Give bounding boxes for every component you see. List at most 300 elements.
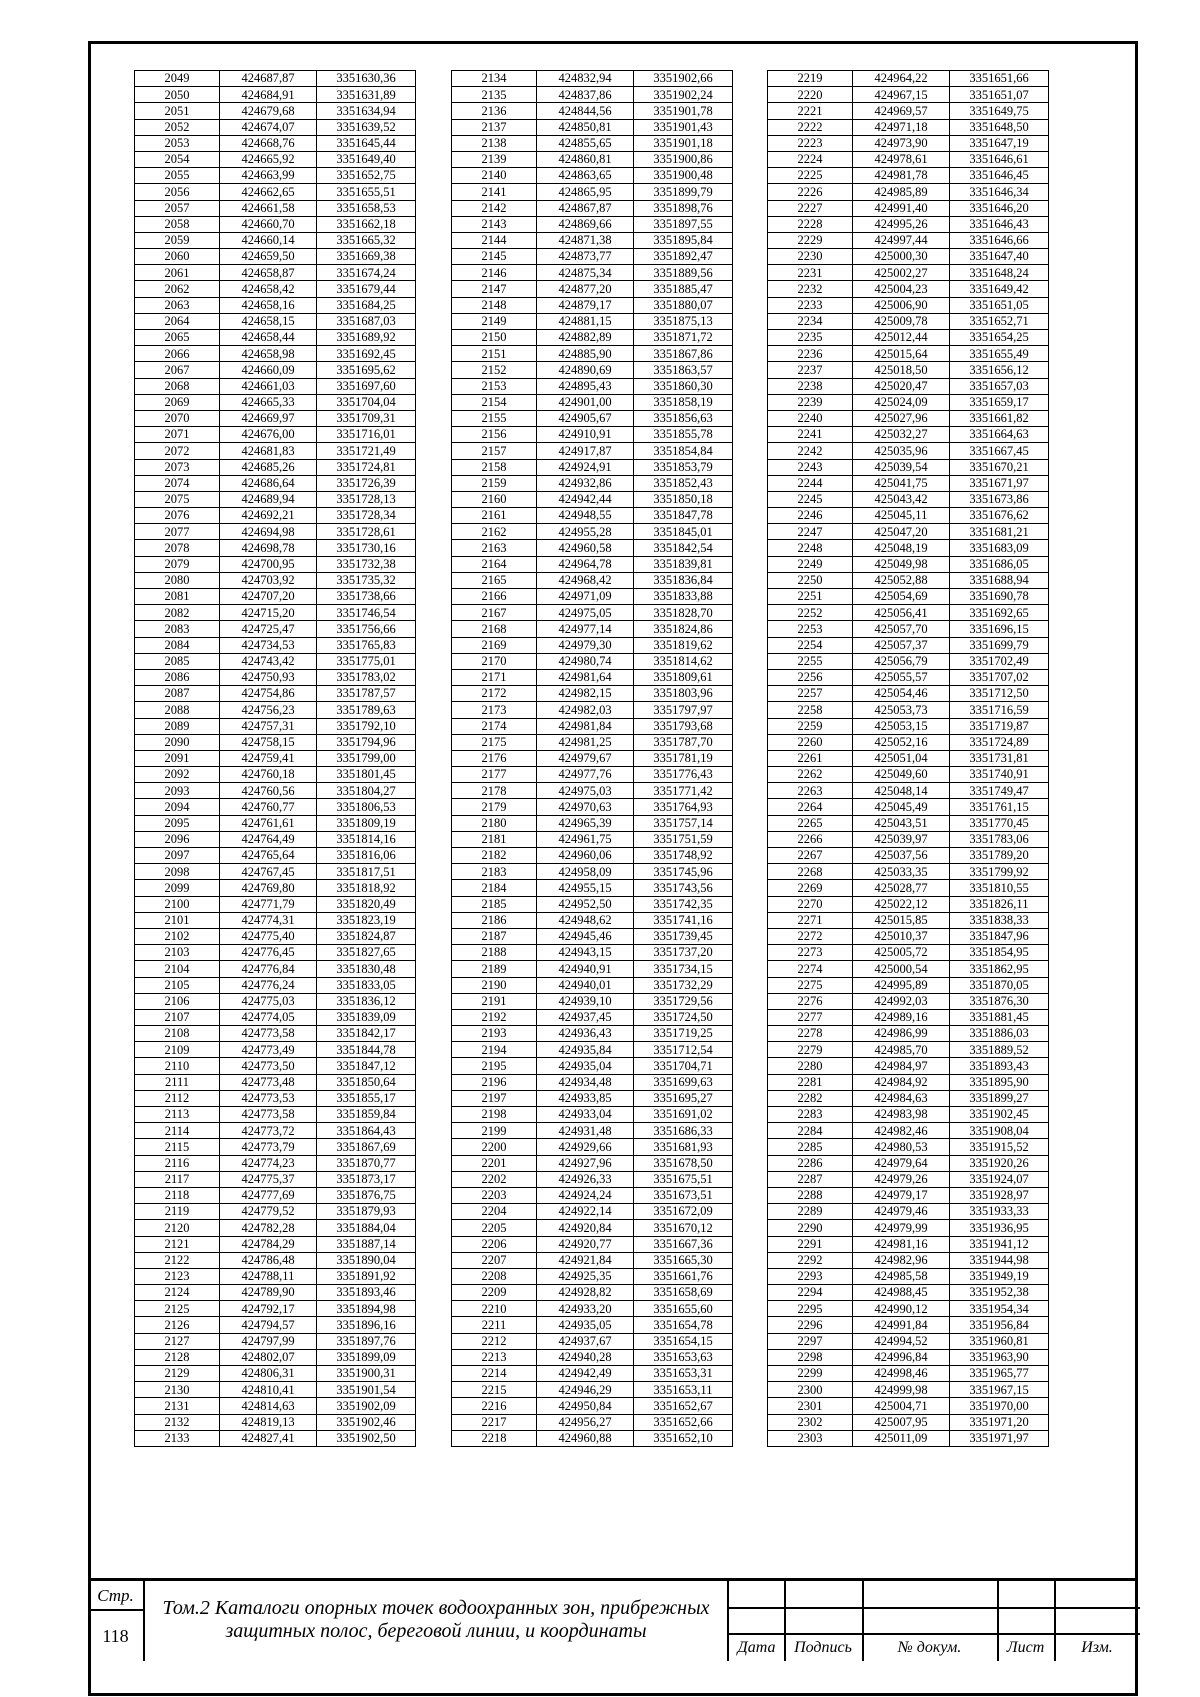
x-coordinate-cell: 424743,42 xyxy=(220,653,317,669)
y-coordinate-cell: 3351936,95 xyxy=(950,1220,1049,1236)
table-row xyxy=(452,1317,733,1333)
x-coordinate-cell: 424979,46 xyxy=(853,1204,950,1220)
x-coordinate-cell: 424958,09 xyxy=(537,864,634,880)
point-number-cell: 2265 xyxy=(768,815,853,831)
x-coordinate-cell: 424759,41 xyxy=(220,750,317,766)
point-number-cell: 2239 xyxy=(768,394,853,410)
y-coordinate-cell: 3351770,45 xyxy=(950,815,1049,831)
x-coordinate-cell: 425006,90 xyxy=(853,297,950,313)
table-row xyxy=(452,1009,733,1025)
y-coordinate-cell: 3351743,56 xyxy=(634,880,733,896)
table-row xyxy=(452,896,733,912)
table-row xyxy=(768,491,1049,507)
table-row xyxy=(452,945,733,961)
table-row xyxy=(452,184,733,200)
table-row xyxy=(135,815,416,831)
point-number-cell: 2060 xyxy=(135,249,220,265)
y-coordinate-cell: 3351870,77 xyxy=(317,1155,416,1171)
table-row xyxy=(452,1349,733,1365)
x-coordinate-cell: 425007,95 xyxy=(853,1414,950,1430)
table-row xyxy=(452,151,733,167)
y-coordinate-cell: 3351814,62 xyxy=(634,653,733,669)
point-number-cell: 2134 xyxy=(452,71,537,87)
x-coordinate-cell: 424860,81 xyxy=(537,151,634,167)
point-number-cell: 2130 xyxy=(135,1382,220,1398)
point-number-cell: 2188 xyxy=(452,945,537,961)
table-row xyxy=(768,702,1049,718)
table-row xyxy=(768,605,1049,621)
y-coordinate-cell: 3351686,33 xyxy=(634,1123,733,1139)
x-coordinate-cell: 424773,48 xyxy=(220,1074,317,1090)
table-row xyxy=(452,508,733,524)
table-row xyxy=(768,1366,1049,1382)
point-number-cell: 2067 xyxy=(135,362,220,378)
x-coordinate-cell: 424952,50 xyxy=(537,896,634,912)
table-row xyxy=(135,653,416,669)
y-coordinate-cell: 3351830,48 xyxy=(317,961,416,977)
table-row xyxy=(452,589,733,605)
y-coordinate-cell: 3351652,10 xyxy=(634,1430,733,1446)
y-coordinate-cell: 3351690,78 xyxy=(950,589,1049,605)
y-coordinate-cell: 3351867,69 xyxy=(317,1139,416,1155)
x-coordinate-cell: 424934,48 xyxy=(537,1074,634,1090)
table-row xyxy=(768,912,1049,928)
table-row xyxy=(452,686,733,702)
point-number-cell: 2210 xyxy=(452,1301,537,1317)
point-number-cell: 2158 xyxy=(452,459,537,475)
x-coordinate-cell: 425053,73 xyxy=(853,702,950,718)
x-coordinate-cell: 425032,27 xyxy=(853,427,950,443)
point-number-cell: 2171 xyxy=(452,669,537,685)
point-number-cell: 2168 xyxy=(452,621,537,637)
table-row xyxy=(768,767,1049,783)
point-number-cell: 2205 xyxy=(452,1220,537,1236)
point-number-cell: 2207 xyxy=(452,1252,537,1268)
y-coordinate-cell: 3351652,66 xyxy=(634,1414,733,1430)
y-coordinate-cell: 3351879,93 xyxy=(317,1204,416,1220)
table-row xyxy=(452,232,733,248)
point-number-cell: 2186 xyxy=(452,912,537,928)
point-number-cell: 2251 xyxy=(768,589,853,605)
x-coordinate-cell: 424668,76 xyxy=(220,135,317,151)
point-number-cell: 2256 xyxy=(768,669,853,685)
y-coordinate-cell: 3351651,05 xyxy=(950,297,1049,313)
table-row xyxy=(768,1220,1049,1236)
table-row xyxy=(768,184,1049,200)
point-number-cell: 2077 xyxy=(135,524,220,540)
y-coordinate-cell: 3351889,56 xyxy=(634,265,733,281)
point-number-cell: 2177 xyxy=(452,767,537,783)
point-number-cell: 2148 xyxy=(452,297,537,313)
table-row xyxy=(768,1123,1049,1139)
document-title-line-2: защитных полос, береговой линии, и координаты xyxy=(225,1620,647,1642)
point-number-cell: 2098 xyxy=(135,864,220,880)
x-coordinate-cell: 424986,99 xyxy=(853,1026,950,1042)
x-coordinate-cell: 424707,20 xyxy=(220,589,317,605)
x-coordinate-cell: 424773,53 xyxy=(220,1090,317,1106)
table-row xyxy=(768,864,1049,880)
table-row xyxy=(768,1301,1049,1317)
x-coordinate-cell: 424935,05 xyxy=(537,1317,634,1333)
x-coordinate-cell: 425000,30 xyxy=(853,249,950,265)
y-coordinate-cell: 3351787,57 xyxy=(317,686,416,702)
table-row xyxy=(135,232,416,248)
x-coordinate-cell: 424776,45 xyxy=(220,945,317,961)
y-coordinate-cell: 3351924,07 xyxy=(950,1171,1049,1187)
table-row xyxy=(135,1123,416,1139)
y-coordinate-cell: 3351756,66 xyxy=(317,621,416,637)
x-coordinate-cell: 424686,64 xyxy=(220,475,317,491)
table-row xyxy=(135,993,416,1009)
point-number-cell: 2189 xyxy=(452,961,537,977)
point-number-cell: 2255 xyxy=(768,653,853,669)
y-coordinate-cell: 3351657,03 xyxy=(950,378,1049,394)
table-row xyxy=(768,410,1049,426)
point-number-cell: 2195 xyxy=(452,1058,537,1074)
table-row xyxy=(452,799,733,815)
y-coordinate-cell: 3351827,65 xyxy=(317,945,416,961)
x-coordinate-cell: 424920,84 xyxy=(537,1220,634,1236)
x-coordinate-cell: 424756,23 xyxy=(220,702,317,718)
table-row xyxy=(452,1090,733,1106)
y-coordinate-cell: 3351742,35 xyxy=(634,896,733,912)
table-row xyxy=(135,1026,416,1042)
x-coordinate-cell: 424665,33 xyxy=(220,394,317,410)
y-coordinate-cell: 3351719,25 xyxy=(634,1026,733,1042)
point-number-cell: 2232 xyxy=(768,281,853,297)
table-row xyxy=(135,1204,416,1220)
table-row xyxy=(768,362,1049,378)
point-number-cell: 2298 xyxy=(768,1349,853,1365)
x-coordinate-cell: 424774,31 xyxy=(220,912,317,928)
y-coordinate-cell: 3351876,75 xyxy=(317,1187,416,1203)
x-coordinate-cell: 424895,43 xyxy=(537,378,634,394)
y-coordinate-cell: 3351839,09 xyxy=(317,1009,416,1025)
table-row xyxy=(768,281,1049,297)
table-row xyxy=(768,1414,1049,1430)
date-column-label: Дата xyxy=(737,1639,776,1656)
table-row xyxy=(768,1009,1049,1025)
point-number-cell: 2202 xyxy=(452,1171,537,1187)
y-coordinate-cell: 3351839,81 xyxy=(634,556,733,572)
table-row xyxy=(135,184,416,200)
y-coordinate-cell: 3351719,87 xyxy=(950,718,1049,734)
x-coordinate-cell: 424660,09 xyxy=(220,362,317,378)
y-coordinate-cell: 3351652,71 xyxy=(950,313,1049,329)
x-coordinate-cell: 425052,16 xyxy=(853,734,950,750)
y-coordinate-cell: 3351748,92 xyxy=(634,848,733,864)
y-coordinate-cell: 3351737,20 xyxy=(634,945,733,961)
x-coordinate-cell: 425053,15 xyxy=(853,718,950,734)
x-coordinate-cell: 425054,46 xyxy=(853,686,950,702)
point-number-cell: 2099 xyxy=(135,880,220,896)
table-row xyxy=(452,249,733,265)
table-row xyxy=(135,1009,416,1025)
x-coordinate-cell: 424935,84 xyxy=(537,1042,634,1058)
point-number-cell: 2297 xyxy=(768,1333,853,1349)
table-row xyxy=(768,540,1049,556)
point-number-cell: 2201 xyxy=(452,1155,537,1171)
table-row xyxy=(452,1074,733,1090)
y-coordinate-cell: 3351852,43 xyxy=(634,475,733,491)
y-coordinate-cell: 3351873,17 xyxy=(317,1171,416,1187)
table-row xyxy=(768,135,1049,151)
y-coordinate-cell: 3351806,53 xyxy=(317,799,416,815)
point-number-cell: 2139 xyxy=(452,151,537,167)
point-number-cell: 2083 xyxy=(135,621,220,637)
table-row xyxy=(135,1349,416,1365)
x-coordinate-cell: 424760,56 xyxy=(220,783,317,799)
y-coordinate-cell: 3351738,66 xyxy=(317,589,416,605)
point-number-cell: 2285 xyxy=(768,1139,853,1155)
y-coordinate-cell: 3351749,47 xyxy=(950,783,1049,799)
x-coordinate-cell: 425043,42 xyxy=(853,491,950,507)
x-coordinate-cell: 424754,86 xyxy=(220,686,317,702)
y-coordinate-cell: 3351716,01 xyxy=(317,427,416,443)
point-number-cell: 2242 xyxy=(768,443,853,459)
table-row xyxy=(135,524,416,540)
point-number-cell: 2228 xyxy=(768,216,853,232)
x-coordinate-cell: 424660,70 xyxy=(220,216,317,232)
table-row xyxy=(768,216,1049,232)
point-number-cell: 2185 xyxy=(452,896,537,912)
y-coordinate-cell: 3351757,14 xyxy=(634,815,733,831)
x-coordinate-cell: 424985,89 xyxy=(853,184,950,200)
y-coordinate-cell: 3351956,84 xyxy=(950,1317,1049,1333)
y-coordinate-cell: 3351824,87 xyxy=(317,928,416,944)
table-row xyxy=(768,1090,1049,1106)
x-coordinate-cell: 424779,52 xyxy=(220,1204,317,1220)
y-coordinate-cell: 3351858,19 xyxy=(634,394,733,410)
y-coordinate-cell: 3351963,90 xyxy=(950,1349,1049,1365)
x-coordinate-cell: 425041,75 xyxy=(853,475,950,491)
x-coordinate-cell: 424806,31 xyxy=(220,1366,317,1382)
point-number-cell: 2294 xyxy=(768,1285,853,1301)
table-row xyxy=(768,1382,1049,1398)
x-coordinate-cell: 424905,67 xyxy=(537,410,634,426)
y-coordinate-cell: 3351649,40 xyxy=(317,151,416,167)
point-number-cell: 2244 xyxy=(768,475,853,491)
x-coordinate-cell: 424715,20 xyxy=(220,605,317,621)
table-row xyxy=(768,330,1049,346)
x-coordinate-cell: 424774,05 xyxy=(220,1009,317,1025)
point-number-cell: 2135 xyxy=(452,87,537,103)
y-coordinate-cell: 3351816,06 xyxy=(317,848,416,864)
point-number-cell: 2087 xyxy=(135,686,220,702)
x-coordinate-cell: 424939,10 xyxy=(537,993,634,1009)
y-coordinate-cell: 3351824,86 xyxy=(634,621,733,637)
x-coordinate-cell: 424927,96 xyxy=(537,1155,634,1171)
point-number-cell: 2062 xyxy=(135,281,220,297)
table-row xyxy=(135,491,416,507)
table-row xyxy=(135,200,416,216)
x-coordinate-cell: 424996,84 xyxy=(853,1349,950,1365)
y-coordinate-cell: 3351783,02 xyxy=(317,669,416,685)
y-coordinate-cell: 3351900,86 xyxy=(634,151,733,167)
table-row xyxy=(452,281,733,297)
y-coordinate-cell: 3351783,06 xyxy=(950,831,1049,847)
y-coordinate-cell: 3351965,77 xyxy=(950,1366,1049,1382)
point-number-cell: 2074 xyxy=(135,475,220,491)
x-coordinate-cell: 425057,37 xyxy=(853,637,950,653)
y-coordinate-cell: 3351871,72 xyxy=(634,330,733,346)
x-coordinate-cell: 424750,93 xyxy=(220,669,317,685)
y-coordinate-cell: 3351817,51 xyxy=(317,864,416,880)
table-row xyxy=(135,1382,416,1398)
x-coordinate-cell: 424978,61 xyxy=(853,151,950,167)
table-row xyxy=(768,1285,1049,1301)
point-number-cell: 2059 xyxy=(135,232,220,248)
point-number-cell: 2110 xyxy=(135,1058,220,1074)
table-row xyxy=(135,961,416,977)
x-coordinate-cell: 424679,68 xyxy=(220,103,317,119)
table-row xyxy=(135,589,416,605)
y-coordinate-cell: 3351889,52 xyxy=(950,1042,1049,1058)
x-coordinate-cell: 424662,65 xyxy=(220,184,317,200)
table-row xyxy=(452,1398,733,1414)
x-coordinate-cell: 424665,92 xyxy=(220,151,317,167)
x-coordinate-cell: 424950,84 xyxy=(537,1398,634,1414)
x-coordinate-cell: 425028,77 xyxy=(853,880,950,896)
point-number-cell: 2224 xyxy=(768,151,853,167)
point-number-cell: 2119 xyxy=(135,1204,220,1220)
y-coordinate-cell: 3351847,78 xyxy=(634,508,733,524)
point-number-cell: 2152 xyxy=(452,362,537,378)
table-row xyxy=(135,1366,416,1382)
y-coordinate-cell: 3351658,69 xyxy=(634,1285,733,1301)
table-row xyxy=(135,702,416,718)
y-coordinate-cell: 3351885,47 xyxy=(634,281,733,297)
point-number-cell: 2097 xyxy=(135,848,220,864)
point-number-cell: 2229 xyxy=(768,232,853,248)
y-coordinate-cell: 3351799,00 xyxy=(317,750,416,766)
y-coordinate-cell: 3351704,04 xyxy=(317,394,416,410)
point-number-cell: 2259 xyxy=(768,718,853,734)
x-coordinate-cell: 424773,58 xyxy=(220,1026,317,1042)
y-coordinate-cell: 3351676,62 xyxy=(950,508,1049,524)
x-coordinate-cell: 424948,55 xyxy=(537,508,634,524)
point-number-cell: 2208 xyxy=(452,1268,537,1284)
table-row xyxy=(768,200,1049,216)
x-coordinate-cell: 424837,86 xyxy=(537,87,634,103)
point-number-cell: 2221 xyxy=(768,103,853,119)
y-coordinate-cell: 3351819,62 xyxy=(634,637,733,653)
point-number-cell: 2112 xyxy=(135,1090,220,1106)
coordinates-table-3 xyxy=(767,70,1049,1447)
table-row xyxy=(452,71,733,87)
point-number-cell: 2250 xyxy=(768,572,853,588)
table-row xyxy=(452,1430,733,1446)
y-coordinate-cell: 3351675,51 xyxy=(634,1171,733,1187)
y-coordinate-cell: 3351902,66 xyxy=(634,71,733,87)
table-row xyxy=(452,750,733,766)
point-number-cell: 2085 xyxy=(135,653,220,669)
coordinates-table-1 xyxy=(134,70,416,1447)
point-number-cell: 2052 xyxy=(135,119,220,135)
x-coordinate-cell: 424879,17 xyxy=(537,297,634,313)
table-row xyxy=(768,799,1049,815)
x-coordinate-cell: 424775,40 xyxy=(220,928,317,944)
x-coordinate-cell: 424685,26 xyxy=(220,459,317,475)
x-coordinate-cell: 424964,22 xyxy=(853,71,950,87)
y-coordinate-cell: 3351696,15 xyxy=(950,621,1049,637)
table-row xyxy=(452,977,733,993)
point-number-cell: 2169 xyxy=(452,637,537,653)
x-coordinate-cell: 424674,07 xyxy=(220,119,317,135)
table-row xyxy=(135,734,416,750)
y-coordinate-cell: 3351859,84 xyxy=(317,1107,416,1123)
point-number-cell: 2082 xyxy=(135,605,220,621)
table-row xyxy=(135,977,416,993)
y-coordinate-cell: 3351920,26 xyxy=(950,1155,1049,1171)
table-row xyxy=(135,1074,416,1090)
x-coordinate-cell: 424948,62 xyxy=(537,912,634,928)
table-row xyxy=(135,362,416,378)
point-number-cell: 2222 xyxy=(768,119,853,135)
point-number-cell: 2129 xyxy=(135,1366,220,1382)
x-coordinate-cell: 424757,31 xyxy=(220,718,317,734)
table-row xyxy=(135,119,416,135)
x-coordinate-cell: 424940,28 xyxy=(537,1349,634,1365)
y-coordinate-cell: 3351901,54 xyxy=(317,1382,416,1398)
point-number-cell: 2073 xyxy=(135,459,220,475)
point-number-cell: 2293 xyxy=(768,1268,853,1284)
x-coordinate-cell: 424877,20 xyxy=(537,281,634,297)
y-coordinate-cell: 3351656,12 xyxy=(950,362,1049,378)
table-row xyxy=(452,556,733,572)
table-row xyxy=(452,410,733,426)
y-coordinate-cell: 3351897,55 xyxy=(634,216,733,232)
y-coordinate-cell: 3351897,76 xyxy=(317,1333,416,1349)
y-coordinate-cell: 3351820,49 xyxy=(317,896,416,912)
table-row xyxy=(768,1236,1049,1252)
x-coordinate-cell: 424658,44 xyxy=(220,330,317,346)
point-number-cell: 2203 xyxy=(452,1187,537,1203)
y-coordinate-cell: 3351673,51 xyxy=(634,1187,733,1203)
y-coordinate-cell: 3351836,84 xyxy=(634,572,733,588)
point-number-cell: 2300 xyxy=(768,1382,853,1398)
point-number-cell: 2159 xyxy=(452,475,537,491)
point-number-cell: 2219 xyxy=(768,71,853,87)
table-row xyxy=(452,362,733,378)
y-coordinate-cell: 3351735,32 xyxy=(317,572,416,588)
table-row xyxy=(135,475,416,491)
point-number-cell: 2126 xyxy=(135,1317,220,1333)
table-row xyxy=(452,1042,733,1058)
point-number-cell: 2211 xyxy=(452,1317,537,1333)
y-coordinate-cell: 3351691,02 xyxy=(634,1107,733,1123)
x-coordinate-cell: 424871,38 xyxy=(537,232,634,248)
y-coordinate-cell: 3351894,98 xyxy=(317,1301,416,1317)
x-coordinate-cell: 424965,39 xyxy=(537,815,634,831)
table-row xyxy=(768,945,1049,961)
point-number-cell: 2080 xyxy=(135,572,220,588)
table-row xyxy=(452,119,733,135)
point-number-cell: 2246 xyxy=(768,508,853,524)
y-coordinate-cell: 3351944,98 xyxy=(950,1252,1049,1268)
x-coordinate-cell: 424969,57 xyxy=(853,103,950,119)
x-coordinate-cell: 425043,51 xyxy=(853,815,950,831)
y-coordinate-cell: 3351654,78 xyxy=(634,1317,733,1333)
y-coordinate-cell: 3351671,97 xyxy=(950,475,1049,491)
y-coordinate-cell: 3351789,63 xyxy=(317,702,416,718)
y-coordinate-cell: 3351838,33 xyxy=(950,912,1049,928)
y-coordinate-cell: 3351672,09 xyxy=(634,1204,733,1220)
x-coordinate-cell: 424689,94 xyxy=(220,491,317,507)
x-coordinate-cell: 424875,34 xyxy=(537,265,634,281)
table-row xyxy=(452,135,733,151)
x-coordinate-cell: 424970,63 xyxy=(537,799,634,815)
